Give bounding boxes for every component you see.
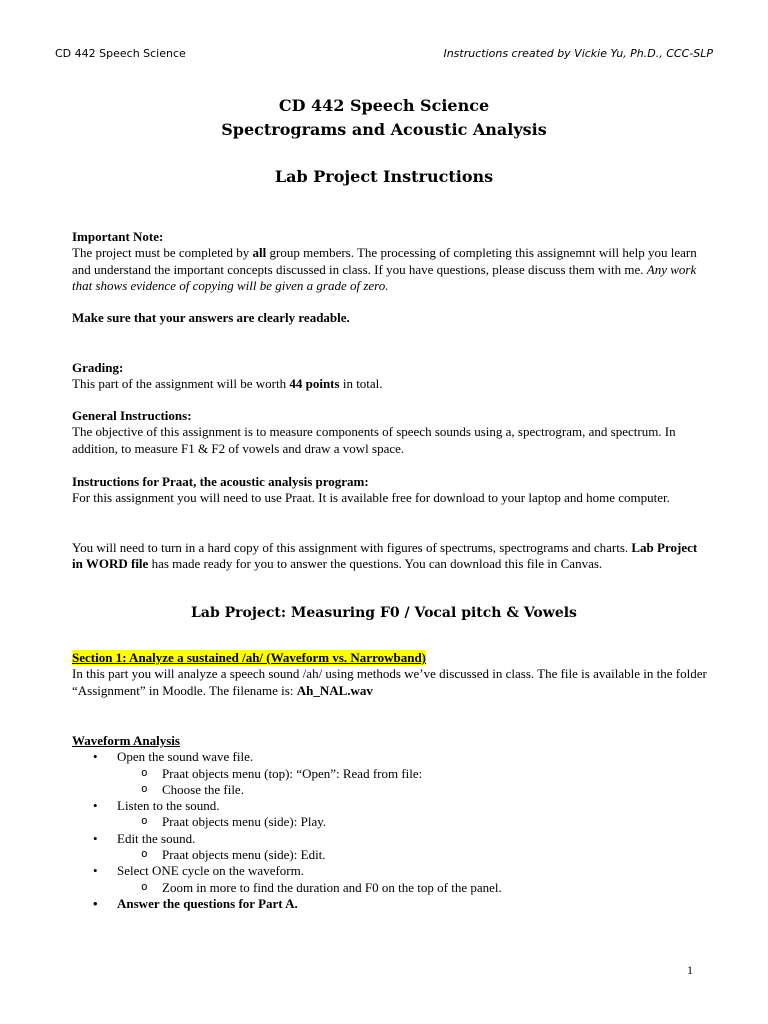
praat-paragraph-1: For this assignment you will need to use Praat. It is available free for download to your laptop and home computer. [72,490,670,506]
waveform-analysis [72,733,708,912]
substep-choose-file: o Choose the file. [72,782,708,798]
praat-instructions [72,474,708,507]
section-1-paragraph [72,666,708,699]
section-1-text: In this part you will analyze a speech sound /ah/ using methods we’ve discussed in class. The file is available in the folder “Assignment” in Moodle. The filename is: [72,666,707,698]
step-open-file: • Open the sound wave file. [72,749,708,765]
substep-read-from-file: o Praat objects menu (top): “Open”: Read from file: [72,766,708,782]
important-paragraph [72,245,708,294]
grading-section [72,360,708,393]
section-1-heading: Section 1: Analyze a sustained /ah/ (Waveform vs. Narrowband) [72,650,427,665]
important-text-bold: all [252,245,267,261]
lab-project-title: Lab Project: Measuring F0 / Vocal pitch & Vowels [191,605,577,621]
title-line-2: Spectrograms and Acoustic Analysis [221,120,547,139]
important-text-a: The project must be completed by [72,245,253,261]
important-text-b: group members. The processing of completing this assignemnt will help you learn and understand the important concepts discussed in class. If you have questions, please discuss them with me. [72,245,697,277]
important-note [72,229,708,294]
step-edit: • Edit the sound. [72,831,708,847]
substep-play: o Praat objects menu (side): Play. [72,814,708,830]
step-listen: • Listen to the sound. [72,798,708,814]
substep-edit: o Praat objects menu (side): Edit. [72,847,708,863]
readable-note: Make sure that your answers are clearly readable. [72,310,350,325]
praat-paragraph-2 [72,540,708,573]
grading-text-a: This part of the assignment will be worth [72,376,290,392]
grading-text-b: in total. [339,376,383,392]
waveform-steps [72,749,708,912]
title-line-1: CD 442 Speech Science [278,96,490,115]
title-line-3: Lab Project Instructions [274,167,494,186]
section-1-heading-row [72,650,708,666]
important-text-italic: Any work that shows evidence of copying will be given a grade of zero. [72,261,697,293]
grading-paragraph [72,376,708,392]
general-heading: General Instructions: [72,408,192,423]
praat-heading: Instructions for Praat, the acoustic analysis program: [72,474,369,489]
general-paragraph: The objective of this assignment is to measure components of speech sounds using a, spectrogram, and spectrum. In addition, to measure F1 & F2 of vowels and draw a vowl space. [72,424,676,456]
word-file-label: Lab Project in WORD file [72,540,698,572]
page-number: 1 [687,963,693,977]
section-1 [72,650,708,699]
general-instructions [72,408,708,457]
step-answer-part-a: • Answer the questions for Part A. [72,896,708,912]
step-select-cycle: • Select ONE cycle on the waveform. [72,863,708,879]
waveform-heading: Waveform Analysis [72,733,180,748]
grading-heading: Grading: [72,360,124,375]
grading-points: 44 points [289,376,340,392]
section-1-filename: Ah_NAL.wav [296,682,373,698]
header-right: Instructions created by Vickie Yu, Ph.D., CCC-SLP [443,47,713,60]
header-left: CD 442 Speech Science [55,47,186,60]
substep-zoom: o Zoom in more to find the duration and F0 on the top of the panel. [72,880,708,896]
important-heading: Important Note: [72,229,164,244]
praat-text-a: You will need to turn in a hard copy of this assignment with figures of spectrums, spectrograms and charts. [72,540,632,555]
document-title [0,94,768,189]
praat-text-b: has made ready for you to answer the questions. You can download this file in Canvas. [148,556,603,572]
